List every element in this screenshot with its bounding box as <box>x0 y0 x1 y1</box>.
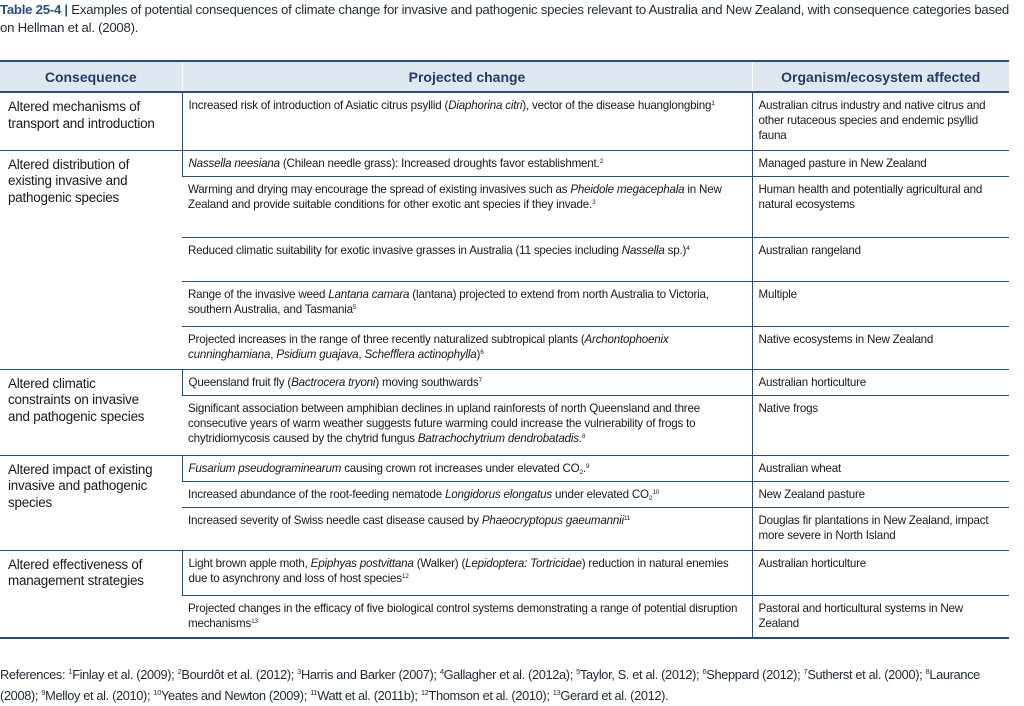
change-segment: (Chilean needle grass): Increased droughts favor establishment. <box>279 156 600 170</box>
header-projected-change: Projected change <box>182 61 752 92</box>
organism-affected-cell: Human health and potentially agricultural and natural ecosystems <box>752 176 1009 237</box>
change-segment: Nassella <box>621 243 665 257</box>
change-segment: Longidorus elongatus <box>445 487 552 501</box>
consequence-cell <box>0 369 182 455</box>
organism-affected-cell: Australian horticulture <box>752 369 1009 395</box>
consequence-line: Altered effectiveness of <box>8 556 143 572</box>
change-segment: . <box>578 431 582 445</box>
change-segment: 1 <box>711 100 715 107</box>
change-segment: (lantana) projected to extend from north Australia to Victoria, southern Australia, and Tasmania <box>188 287 709 316</box>
change-segment: Increased severity of Swiss needle cast disease caused by <box>188 513 482 527</box>
projected-change-cell <box>182 237 752 281</box>
change-segment: Projected increases in the range of three recently naturalized subtropical plants ( <box>188 332 585 346</box>
projected-change-cell <box>182 395 752 455</box>
change-segment: Archontophoenix cunninghamiana <box>188 332 669 361</box>
header-row <box>0 61 1009 92</box>
reference-segment: 4 <box>439 667 444 676</box>
change-segment: ), vector of the disease huanglongbing <box>522 99 712 112</box>
organism-affected-cell: Australian horticulture <box>752 550 1009 595</box>
projected-change-cell <box>182 369 752 395</box>
reference-segment: Watt et al. (2011b); <box>317 688 421 703</box>
reference-segment: Finlay et al. (2009); <box>72 667 178 682</box>
change-segment: under elevated CO <box>551 487 649 501</box>
change-segment: 4 <box>686 244 690 252</box>
projected-change-cell <box>182 481 752 507</box>
projected-change-cell <box>182 550 752 595</box>
change-segment: Phaeocryptopus gaeumannii <box>481 513 624 527</box>
organism-affected-cell: New Zealand pasture <box>752 481 1009 507</box>
table-row <box>0 92 1009 150</box>
change-segment: ) moving southwards <box>375 375 479 389</box>
organism-affected-cell: Managed pasture in New Zealand <box>752 150 1009 176</box>
change-segment: Lantana camara <box>328 287 410 301</box>
change-segment: 2 <box>579 468 583 476</box>
change-segment: Fusarium pseudograminearum <box>188 461 342 475</box>
consequence-line: existing invasive and <box>8 173 128 188</box>
organism-affected-cell: Multiple <box>752 281 1009 326</box>
change-segment: Increased abundance of the root-feeding nematode <box>188 487 446 501</box>
table-row <box>0 550 1009 595</box>
reference-segment: 8 <box>925 667 930 676</box>
reference-segment: 13 <box>552 688 561 697</box>
change-segment: Increased risk of introduction of Asiatic citrus psyllid ( <box>188 99 449 112</box>
change-segment: 5 <box>352 303 357 311</box>
change-segment: Nassella neesiana <box>188 156 280 170</box>
projected-change-cell <box>182 326 752 369</box>
consequence-line: Altered mechanisms of <box>8 99 140 114</box>
reference-segment: Yeates and Newton (2009); <box>161 688 311 703</box>
organism-affected-cell: Australian wheat <box>752 455 1009 481</box>
projected-change-cell <box>182 455 752 481</box>
reference-segment: 12 <box>420 688 429 697</box>
change-segment: Psidium guajava <box>276 347 359 361</box>
reference-segment: Sutherst et al. (2000); <box>807 667 926 682</box>
change-segment: Significant association between amphibian declines in upland rainforests of north Queensland and three consecutive years of warm weather suggests future warming could increase the vulnerability of frogs to chytridiomycosis caused by the chytrid fungus <box>188 401 700 445</box>
change-segment: 11 <box>623 514 631 522</box>
change-segment: , <box>358 347 365 361</box>
reference-segment: References: <box>0 667 69 682</box>
consequence-line: constraints on invasive <box>8 392 139 407</box>
caption-text: Examples of potential consequences of climate change for invasive and pathogenic species relevant to Australia and New Zealand, with consequence categories based on Hellman et al. (2008). <box>0 2 1009 35</box>
consequence-line: species <box>8 494 53 510</box>
consequence-line: Altered impact of existing <box>8 461 153 477</box>
reference-segment: 10 <box>153 688 162 697</box>
consequence-cell <box>0 150 182 369</box>
change-segment: 13 <box>251 617 258 625</box>
references <box>0 664 1012 706</box>
change-segment: Bactrocera tryoni <box>291 375 376 389</box>
change-segment: Light brown apple moth, <box>188 556 311 570</box>
change-segment: 7 <box>478 376 482 384</box>
header-consequence: Consequence <box>0 61 182 92</box>
change-segment: Range of the invasive weed <box>188 287 329 301</box>
table-row <box>0 369 1009 395</box>
reference-segment: 6 <box>702 667 707 676</box>
consequence-cell <box>0 455 182 550</box>
change-segment: causing crown rot increases under elevated CO <box>341 461 580 475</box>
change-segment: Warming and drying may encourage the spread of existing invasives such as <box>188 182 571 196</box>
consequence-line: management strategies <box>8 573 144 588</box>
reference-segment: Laurance (2008); <box>0 667 980 703</box>
table-label: Table 25-4 | <box>0 2 68 17</box>
change-segment: Diaphorina citri <box>448 99 523 112</box>
reference-segment: 5 <box>576 667 580 676</box>
change-segment: 2 <box>648 494 653 502</box>
reference-segment: 11 <box>310 688 318 697</box>
projected-change-cell <box>182 281 752 326</box>
change-segment: Epiphyas postvittana <box>310 556 414 570</box>
reference-segment: Harris and Barker (2007); <box>300 667 440 682</box>
change-segment: 9 <box>585 462 590 470</box>
consequence-line: pathogenic species <box>8 189 120 205</box>
consequence-line: and pathogenic species <box>8 408 145 424</box>
reference-segment: Melloy et al. (2010); <box>45 688 154 703</box>
organism-affected-cell: Australian rangeland <box>752 237 1009 281</box>
table-row <box>0 455 1009 481</box>
change-segment: Queensland fruit fly ( <box>188 375 292 389</box>
organism-affected-cell: Native frogs <box>752 395 1009 455</box>
consequence-cell <box>0 550 182 638</box>
change-segment: sp.) <box>664 243 687 257</box>
change-segment: in New Zealand and provide suitable conditions for other exotic ant species if they invade. <box>188 182 722 211</box>
change-segment: ) <box>476 347 481 361</box>
organism-affected-cell: Douglas fir plantations in New Zealand, impact more severe in North Island <box>752 507 1009 550</box>
change-segment: Schefflera actinophylla <box>364 347 477 361</box>
organism-affected-cell: Australian citrus industry and native citrus and other rutaceous species and endemic psyllid fauna <box>752 92 1009 150</box>
projected-change-cell <box>182 92 752 150</box>
change-segment: , <box>270 347 277 361</box>
change-segment: Batrachochytrium dendrobatadis <box>417 431 579 445</box>
change-segment: Reduced climatic suitability for exotic invasive grasses in Australia (11 species including <box>188 243 622 257</box>
change-segment: 12 <box>401 572 409 580</box>
change-segment: Projected changes in the efficacy of five biological control systems demonstrating a range of potential disruption mechanisms <box>188 601 738 630</box>
reference-segment: 2 <box>177 667 182 676</box>
change-segment: 8 <box>581 432 586 440</box>
organism-affected-cell: Pastoral and horticultural systems in New Zealand <box>752 595 1009 638</box>
reference-segment: Thomson et al. (2010); <box>428 688 553 703</box>
change-segment: 2 <box>599 157 603 165</box>
reference-segment: 1 <box>68 667 73 676</box>
table-row <box>0 150 1009 176</box>
reference-segment: Taylor, S. et al. (2012); <box>579 667 703 682</box>
consequence-line: Altered climatic <box>8 375 96 391</box>
projected-change-cell <box>182 595 752 638</box>
table-caption <box>0 1 1010 37</box>
projected-change-cell <box>182 176 752 237</box>
projected-change-cell <box>182 507 752 550</box>
change-segment: 3 <box>592 198 596 206</box>
consequences-table <box>0 60 1009 639</box>
reference-segment: 9 <box>41 688 46 697</box>
reference-segment: Gallagher et al. (2012a); <box>443 667 577 682</box>
consequence-cell <box>0 92 182 150</box>
change-segment: ) reduction in natural enemies due to asynchrony and loss of host species <box>188 556 729 585</box>
consequence-line: invasive and pathogenic <box>8 478 148 493</box>
organism-affected-cell: Native ecosystems in New Zealand <box>752 326 1009 369</box>
reference-segment: Bourdôt et al. (2012); <box>181 667 298 682</box>
reference-segment: Gerard et al. (2012). <box>560 688 669 703</box>
change-segment: 6 <box>480 348 484 356</box>
reference-segment: 7 <box>803 667 808 676</box>
change-segment: (Walker) ( <box>413 556 466 570</box>
consequence-line: transport and introduction <box>8 115 155 131</box>
projected-change-cell <box>182 150 752 176</box>
change-segment: . <box>582 461 586 475</box>
header-organism-affected: Organism/ecosystem affected <box>752 61 1009 92</box>
change-segment: Pheidole megacephala <box>570 182 685 196</box>
reference-segment: Sheppard (2012); <box>706 667 804 682</box>
change-segment: 10 <box>652 488 660 496</box>
reference-segment: 3 <box>297 667 301 676</box>
consequence-line: Altered distribution of <box>8 156 130 172</box>
change-segment: Lepidoptera: Tortricidae <box>465 556 582 570</box>
